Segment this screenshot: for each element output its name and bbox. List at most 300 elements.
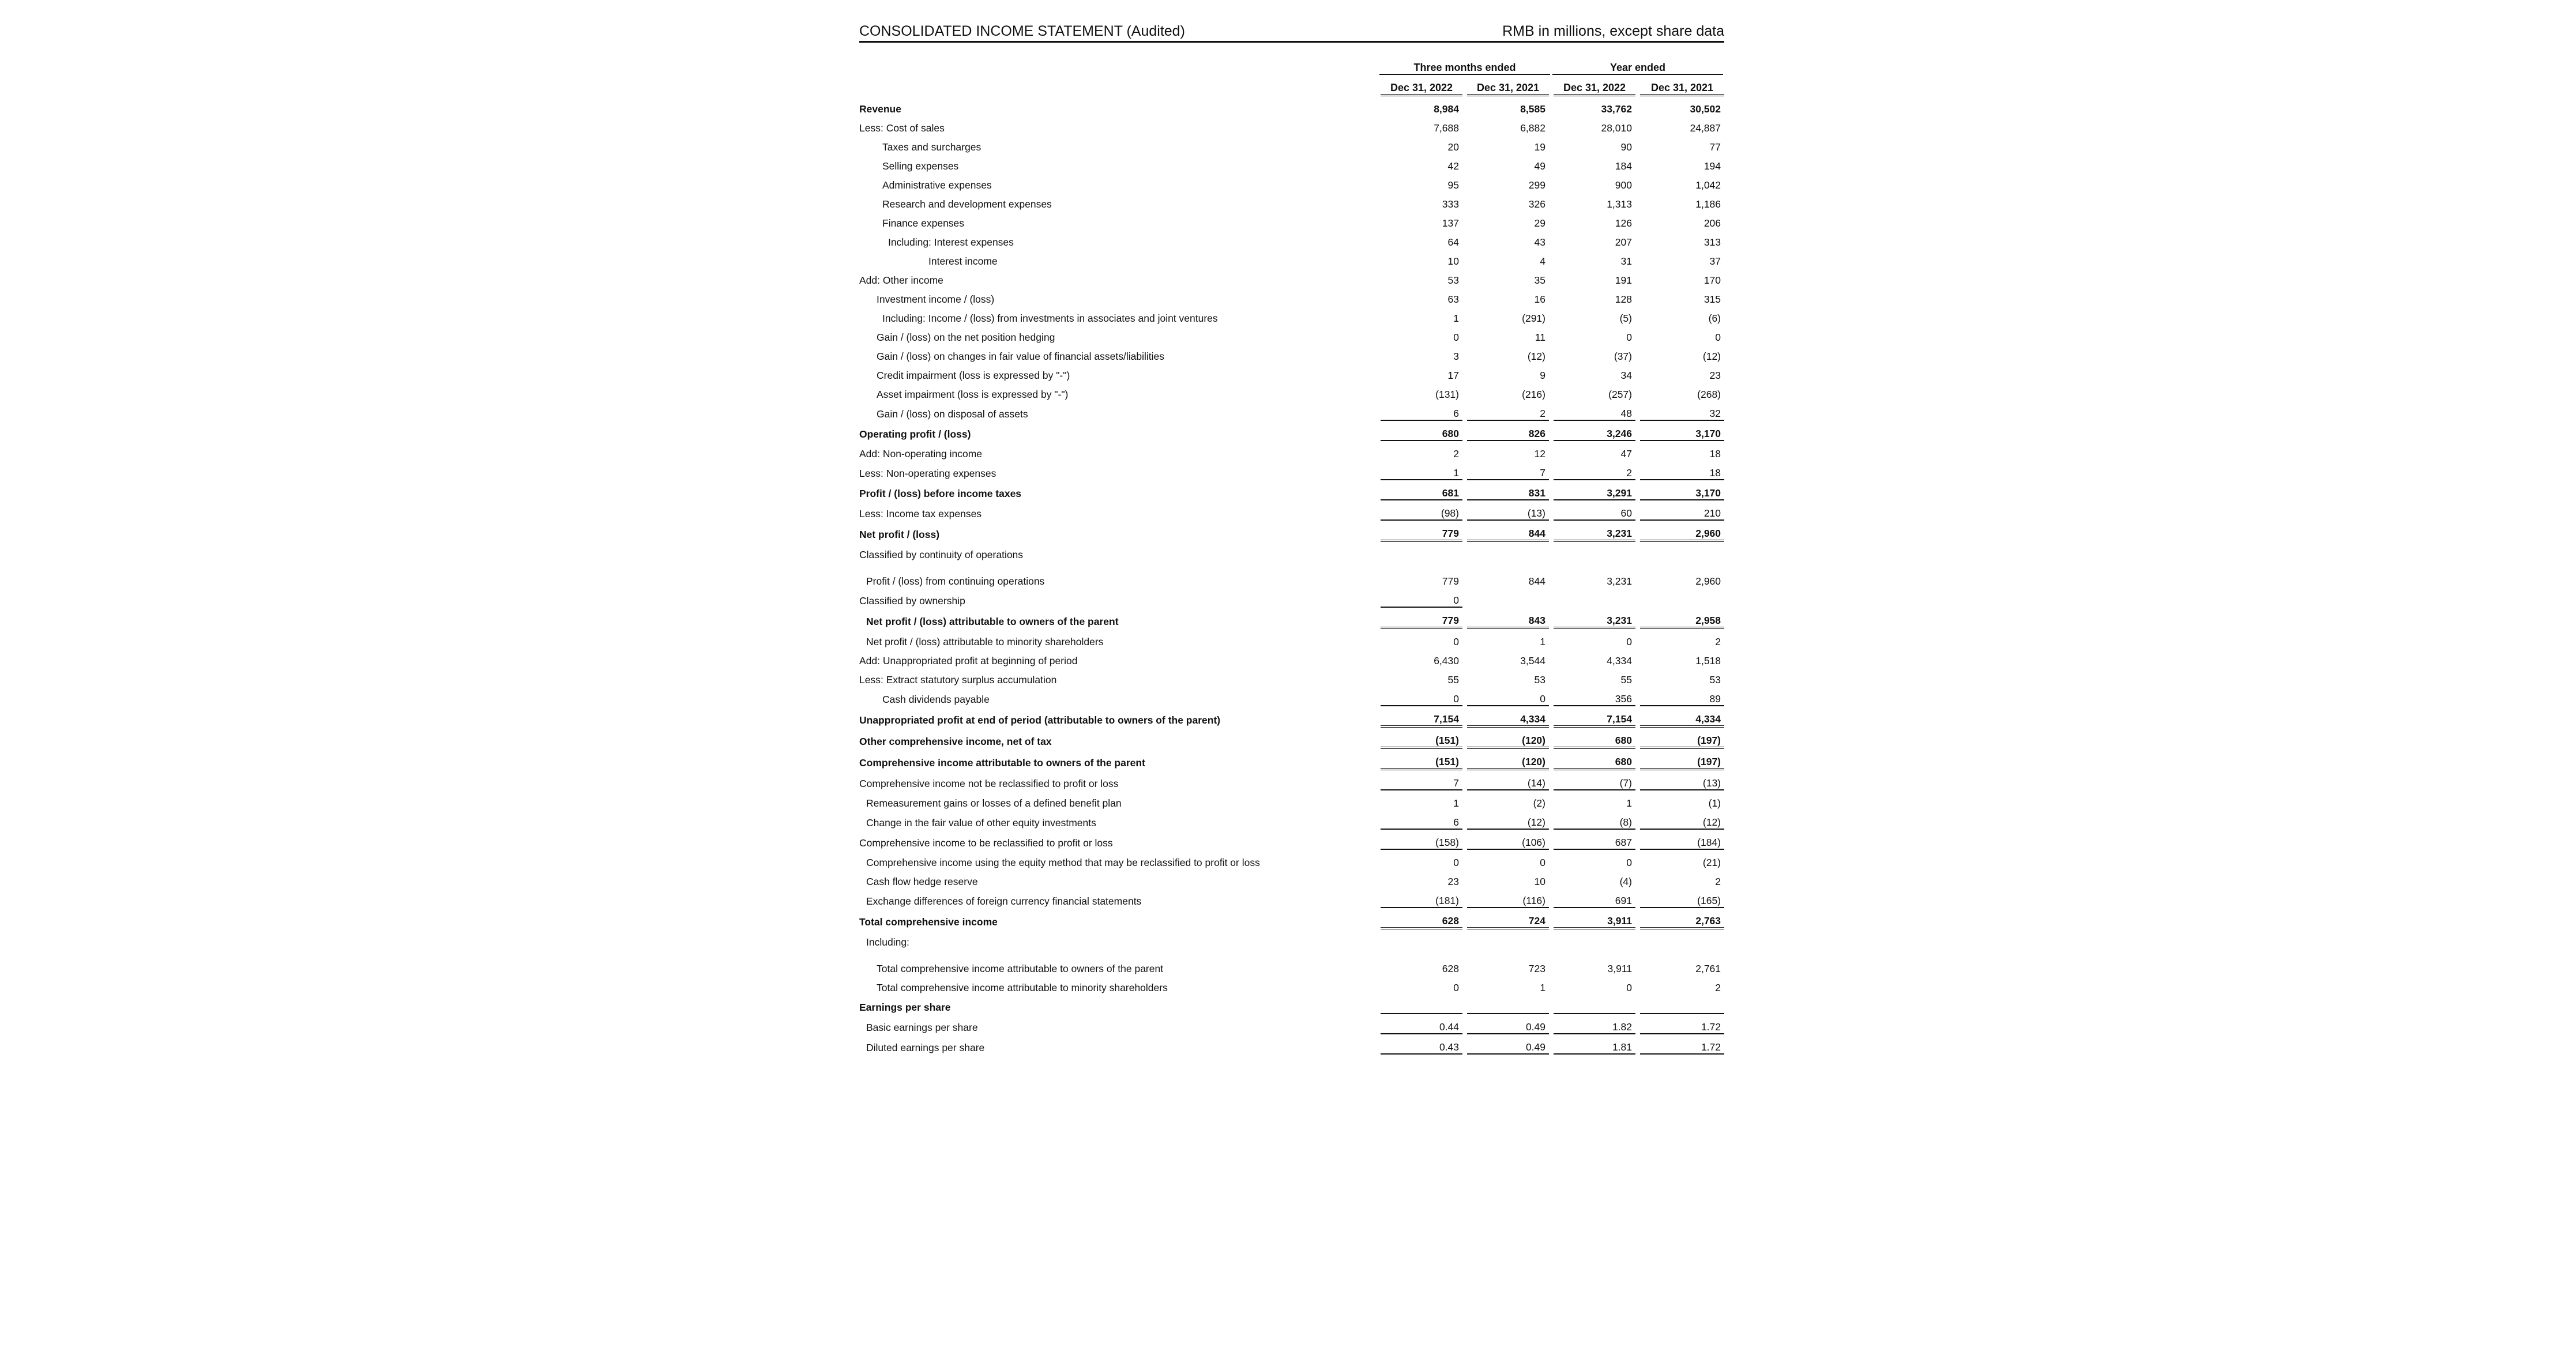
row-value: 2,960 <box>1638 520 1724 541</box>
row-value: 0 <box>1551 849 1638 869</box>
row-value: 779 <box>1378 607 1465 628</box>
row-label: Add: Unappropriated profit at beginning of period <box>859 655 1078 667</box>
row-label: Gain / (loss) on disposal of assets <box>877 408 1028 420</box>
row-label: Gain / (loss) on changes in fair value of financial assets/liabilities <box>877 351 1164 362</box>
column-group-row <box>859 60 1724 75</box>
row-value: 3,291 <box>1551 480 1638 500</box>
row-label: Comprehensive income to be reclassified to profit or loss <box>859 837 1113 849</box>
table-row <box>859 541 1724 561</box>
row-value: 64 <box>1378 229 1465 248</box>
row-label: Asset impairment (loss is expressed by "-") <box>877 389 1069 400</box>
row-value: 1 <box>1465 975 1551 994</box>
row-value: 687 <box>1551 829 1638 849</box>
table-row <box>859 268 1724 287</box>
row-value: 1.72 <box>1638 1014 1724 1034</box>
row-value: 7 <box>1378 769 1465 790</box>
row-value: 30,502 <box>1638 95 1724 115</box>
row-value: 12 <box>1465 440 1551 460</box>
row-value: 1 <box>1551 790 1638 809</box>
row-label: Add: Other income <box>859 274 943 286</box>
row-value: 4,334 <box>1638 706 1724 726</box>
table-row <box>859 520 1724 541</box>
table-row <box>859 344 1724 363</box>
row-value <box>1378 994 1465 1014</box>
table-row <box>859 382 1724 401</box>
row-value: 0 <box>1551 975 1638 994</box>
row-value: 6,430 <box>1378 648 1465 667</box>
row-value: 49 <box>1465 153 1551 172</box>
table-row <box>859 975 1724 994</box>
row-value: 0 <box>1378 588 1465 607</box>
row-value: (131) <box>1378 382 1465 401</box>
row-label: Operating profit / (loss) <box>859 428 971 440</box>
row-label: Comprehensive income using the equity method that may be reclassified to profit or loss <box>866 857 1260 868</box>
row-value: 680 <box>1551 726 1638 748</box>
table-row <box>859 588 1724 607</box>
row-value: (5) <box>1551 306 1638 325</box>
row-value: 29 <box>1465 210 1551 229</box>
row-value <box>1638 588 1724 607</box>
row-label: Classified by ownership <box>859 595 965 607</box>
table-row <box>859 607 1724 628</box>
row-value: 90 <box>1551 134 1638 153</box>
table-row <box>859 248 1724 268</box>
row-value: 3,911 <box>1551 948 1638 975</box>
row-value: 0 <box>1378 325 1465 344</box>
row-value: 7,688 <box>1378 115 1465 134</box>
table-row <box>859 500 1724 520</box>
row-value: 53 <box>1465 667 1551 686</box>
row-value: 77 <box>1638 134 1724 153</box>
row-value: 10 <box>1378 248 1465 268</box>
row-value: 0 <box>1638 325 1724 344</box>
row-value: (1) <box>1638 790 1724 809</box>
row-value: 8,585 <box>1465 95 1551 115</box>
row-value: 89 <box>1638 686 1724 706</box>
table-row <box>859 115 1724 134</box>
table-row <box>859 849 1724 869</box>
row-value: 0 <box>1378 975 1465 994</box>
row-value: 184 <box>1551 153 1638 172</box>
row-label: Less: Extract statutory surplus accumulation <box>859 674 1057 686</box>
units-note: RMB in millions, except share data <box>1502 23 1724 39</box>
blank-header-cell <box>859 75 1378 95</box>
row-value: 0.49 <box>1465 1014 1551 1034</box>
row-value: 724 <box>1465 908 1551 928</box>
row-value: 333 <box>1378 191 1465 210</box>
row-value <box>1551 994 1638 1014</box>
row-value: 1.81 <box>1551 1034 1638 1054</box>
table-row <box>859 172 1724 191</box>
row-value: 194 <box>1638 153 1724 172</box>
table-row <box>859 191 1724 210</box>
row-value: 170 <box>1638 268 1724 287</box>
table-row <box>859 229 1724 248</box>
column-header: Dec 31, 2022 <box>1378 75 1465 95</box>
table-row <box>859 790 1724 809</box>
row-value: 2 <box>1638 975 1724 994</box>
row-label: Administrative expenses <box>882 179 992 191</box>
row-label: Net profit / (loss) <box>859 529 940 540</box>
row-value: 299 <box>1465 172 1551 191</box>
row-value: 23 <box>1638 363 1724 382</box>
row-value: (12) <box>1465 344 1551 363</box>
table-row <box>859 809 1724 829</box>
row-value: (13) <box>1465 500 1551 520</box>
row-value: (12) <box>1638 344 1724 363</box>
row-value: 33,762 <box>1551 95 1638 115</box>
row-value: 3 <box>1378 344 1465 363</box>
column-header: Dec 31, 2021 <box>1465 75 1551 95</box>
row-label: Including: Income / (loss) from investments in associates and joint ventures <box>882 312 1218 324</box>
row-value: 4 <box>1465 248 1551 268</box>
table-row <box>859 928 1724 948</box>
row-value: 23 <box>1378 869 1465 888</box>
row-label: Research and development expenses <box>882 198 1052 210</box>
row-value: 7 <box>1465 460 1551 480</box>
row-value: (12) <box>1638 809 1724 829</box>
table-row <box>859 210 1724 229</box>
group-year-ended: Year ended <box>1551 60 1724 75</box>
row-label: Total comprehensive income attributable to owners of the parent <box>877 963 1164 974</box>
row-value: 0.49 <box>1465 1034 1551 1054</box>
row-value: 34 <box>1551 363 1638 382</box>
row-value: 42 <box>1378 153 1465 172</box>
row-label: Including: <box>866 936 909 948</box>
row-value: 628 <box>1378 908 1465 928</box>
row-label: Revenue <box>859 103 901 115</box>
row-value: 1 <box>1378 460 1465 480</box>
row-value: 6 <box>1378 401 1465 420</box>
row-value: 843 <box>1465 607 1551 628</box>
row-value: (37) <box>1551 344 1638 363</box>
row-value: (8) <box>1551 809 1638 829</box>
row-label: Gain / (loss) on the net position hedging <box>877 332 1055 343</box>
row-label: Change in the fair value of other equity investments <box>866 817 1096 829</box>
row-value: 681 <box>1378 480 1465 500</box>
row-value: 0 <box>1378 686 1465 706</box>
row-value: 3,170 <box>1638 420 1724 440</box>
row-label: Diluted earnings per share <box>866 1042 985 1053</box>
row-value: 900 <box>1551 172 1638 191</box>
income-statement <box>859 23 1724 1055</box>
income-table <box>859 60 1724 1055</box>
table-row <box>859 648 1724 667</box>
row-value: 2,960 <box>1638 561 1724 588</box>
row-value <box>1378 928 1465 948</box>
row-value: (12) <box>1465 809 1551 829</box>
row-value: 4,334 <box>1465 706 1551 726</box>
table-row <box>859 1034 1724 1054</box>
table-row <box>859 948 1724 975</box>
blank-header-cell <box>859 60 1378 75</box>
row-value: 3,231 <box>1551 520 1638 541</box>
row-value <box>1638 928 1724 948</box>
row-value: 10 <box>1465 869 1551 888</box>
table-row <box>859 440 1724 460</box>
table-row <box>859 667 1724 686</box>
row-value: 53 <box>1638 667 1724 686</box>
statement-header <box>859 23 1724 43</box>
table-row <box>859 401 1724 420</box>
row-label: Comprehensive income attributable to owners of the parent <box>859 757 1145 769</box>
row-value: 0 <box>1378 849 1465 869</box>
table-row <box>859 869 1724 888</box>
table-row <box>859 306 1724 325</box>
row-value: 1,186 <box>1638 191 1724 210</box>
row-value: 3,170 <box>1638 480 1724 500</box>
row-label: Classified by continuity of operations <box>859 549 1024 560</box>
column-header-row <box>859 75 1724 95</box>
row-label: Total comprehensive income <box>859 916 998 928</box>
row-value: 32 <box>1638 401 1724 420</box>
row-value: 35 <box>1465 268 1551 287</box>
row-value: 37 <box>1638 248 1724 268</box>
row-value: (181) <box>1378 888 1465 908</box>
table-row <box>859 628 1724 648</box>
row-value: 2 <box>1378 440 1465 460</box>
row-label: Basic earnings per share <box>866 1022 978 1033</box>
row-value: 6,882 <box>1465 115 1551 134</box>
table-row <box>859 1014 1724 1034</box>
row-value: 1.72 <box>1638 1034 1724 1054</box>
row-value: (197) <box>1638 748 1724 769</box>
row-label: Total comprehensive income attributable to minority shareholders <box>877 982 1168 993</box>
table-row <box>859 95 1724 115</box>
row-label: Comprehensive income not be reclassified to profit or loss <box>859 778 1119 789</box>
row-label: Profit / (loss) from continuing operations <box>866 575 1045 587</box>
row-value: 0 <box>1551 325 1638 344</box>
row-value: 191 <box>1551 268 1638 287</box>
row-value: (158) <box>1378 829 1465 849</box>
row-value: 3,231 <box>1551 607 1638 628</box>
row-value: 47 <box>1551 440 1638 460</box>
row-value: 6 <box>1378 809 1465 829</box>
row-label: Credit impairment (loss is expressed by "-") <box>877 370 1070 381</box>
row-value: 2,958 <box>1638 607 1724 628</box>
row-label: Earnings per share <box>859 1001 951 1013</box>
table-row <box>859 888 1724 908</box>
row-value: (120) <box>1465 726 1551 748</box>
row-value: 0 <box>1465 849 1551 869</box>
row-value: (216) <box>1465 382 1551 401</box>
row-value: 1 <box>1378 790 1465 809</box>
row-value: 8,984 <box>1378 95 1465 115</box>
row-value: 19 <box>1465 134 1551 153</box>
table-row <box>859 420 1724 440</box>
row-value: 95 <box>1378 172 1465 191</box>
row-value: 7,154 <box>1551 706 1638 726</box>
row-value: (2) <box>1465 790 1551 809</box>
row-value: 3,544 <box>1465 648 1551 667</box>
row-value: 315 <box>1638 287 1724 306</box>
row-value: 2 <box>1638 628 1724 648</box>
row-value <box>1551 928 1638 948</box>
row-value: 0 <box>1465 686 1551 706</box>
row-value: 2 <box>1551 460 1638 480</box>
table-row <box>859 325 1724 344</box>
row-value: 779 <box>1378 520 1465 541</box>
table-row <box>859 686 1724 706</box>
table-row <box>859 706 1724 726</box>
row-label: Cash flow hedge reserve <box>866 876 978 887</box>
row-value: 0.44 <box>1378 1014 1465 1034</box>
row-value: (165) <box>1638 888 1724 908</box>
row-value: (120) <box>1465 748 1551 769</box>
row-value: 43 <box>1465 229 1551 248</box>
row-value: 1 <box>1378 306 1465 325</box>
row-value: 3,246 <box>1551 420 1638 440</box>
row-value: 7,154 <box>1378 706 1465 726</box>
row-label: Less: Cost of sales <box>859 122 945 134</box>
row-value: 723 <box>1465 948 1551 975</box>
row-value: 18 <box>1638 440 1724 460</box>
row-value <box>1465 588 1551 607</box>
row-value: 11 <box>1465 325 1551 344</box>
row-label: Selling expenses <box>882 160 959 172</box>
row-value: (116) <box>1465 888 1551 908</box>
row-label: Interest income <box>928 255 998 267</box>
row-value: (13) <box>1638 769 1724 790</box>
row-label: Cash dividends payable <box>882 694 990 705</box>
row-value: (21) <box>1638 849 1724 869</box>
row-value: (151) <box>1378 748 1465 769</box>
row-value <box>1551 541 1638 561</box>
row-value: (7) <box>1551 769 1638 790</box>
table-row <box>859 460 1724 480</box>
row-value <box>1465 994 1551 1014</box>
table-row <box>859 748 1724 769</box>
row-value <box>1378 541 1465 561</box>
row-label: Profit / (loss) before income taxes <box>859 488 1022 499</box>
table-row <box>859 480 1724 500</box>
row-value: 210 <box>1638 500 1724 520</box>
row-value: 680 <box>1551 748 1638 769</box>
row-value: 1,042 <box>1638 172 1724 191</box>
row-value: 2 <box>1638 869 1724 888</box>
row-label: Net profit / (loss) attributable to owners of the parent <box>866 616 1119 627</box>
row-value: 2,761 <box>1638 948 1724 975</box>
row-value <box>1638 541 1724 561</box>
row-value: (184) <box>1638 829 1724 849</box>
row-value: 4,334 <box>1551 648 1638 667</box>
row-value: 1,518 <box>1638 648 1724 667</box>
row-value: 313 <box>1638 229 1724 248</box>
row-value: 16 <box>1465 287 1551 306</box>
row-value: 206 <box>1638 210 1724 229</box>
row-label: Exchange differences of foreign currency financial statements <box>866 895 1142 907</box>
row-value: (197) <box>1638 726 1724 748</box>
row-value <box>1638 994 1724 1014</box>
row-value: (98) <box>1378 500 1465 520</box>
column-header: Dec 31, 2022 <box>1551 75 1638 95</box>
row-value: (151) <box>1378 726 1465 748</box>
row-value: (291) <box>1465 306 1551 325</box>
row-value: 1.82 <box>1551 1014 1638 1034</box>
row-value: 2,763 <box>1638 908 1724 928</box>
row-value: (106) <box>1465 829 1551 849</box>
row-label: Less: Income tax expenses <box>859 508 982 519</box>
table-row <box>859 363 1724 382</box>
row-value: (257) <box>1551 382 1638 401</box>
table-row <box>859 134 1724 153</box>
row-value: 779 <box>1378 561 1465 588</box>
row-value: 24,887 <box>1638 115 1724 134</box>
row-value: 844 <box>1465 520 1551 541</box>
row-value: 18 <box>1638 460 1724 480</box>
table-row <box>859 769 1724 790</box>
row-value: 63 <box>1378 287 1465 306</box>
row-value: 691 <box>1551 888 1638 908</box>
row-value: 48 <box>1551 401 1638 420</box>
statement-title: CONSOLIDATED INCOME STATEMENT (Audited) <box>859 23 1185 39</box>
group-three-months: Three months ended <box>1378 60 1551 75</box>
row-value: 1,313 <box>1551 191 1638 210</box>
table-row <box>859 908 1724 928</box>
row-value <box>1465 541 1551 561</box>
table-row <box>859 726 1724 748</box>
row-value: 356 <box>1551 686 1638 706</box>
row-value: 55 <box>1378 667 1465 686</box>
row-label: Including: Interest expenses <box>888 236 1014 248</box>
table-row <box>859 287 1724 306</box>
row-value: 60 <box>1551 500 1638 520</box>
row-value: 137 <box>1378 210 1465 229</box>
row-label: Unappropriated profit at end of period (attributable to owners of the parent) <box>859 714 1221 726</box>
row-value: 31 <box>1551 248 1638 268</box>
row-value: (14) <box>1465 769 1551 790</box>
row-value: 826 <box>1465 420 1551 440</box>
row-value: (268) <box>1638 382 1724 401</box>
row-label: Other comprehensive income, net of tax <box>859 736 1052 747</box>
row-label: Less: Non-operating expenses <box>859 468 996 479</box>
row-value: 128 <box>1551 287 1638 306</box>
row-value: 28,010 <box>1551 115 1638 134</box>
row-value: 17 <box>1378 363 1465 382</box>
row-value: 831 <box>1465 480 1551 500</box>
row-value: 3,911 <box>1551 908 1638 928</box>
row-value: 680 <box>1378 420 1465 440</box>
row-value: 628 <box>1378 948 1465 975</box>
table-row <box>859 829 1724 849</box>
row-value: 126 <box>1551 210 1638 229</box>
row-label: Investment income / (loss) <box>877 293 995 305</box>
row-value: 3,231 <box>1551 561 1638 588</box>
row-value: 844 <box>1465 561 1551 588</box>
row-value: 20 <box>1378 134 1465 153</box>
row-label: Net profit / (loss) attributable to minority shareholders <box>866 636 1104 647</box>
row-value: 9 <box>1465 363 1551 382</box>
row-value: 1 <box>1465 628 1551 648</box>
row-value: 0 <box>1551 628 1638 648</box>
row-value <box>1551 588 1638 607</box>
row-value: 53 <box>1378 268 1465 287</box>
row-value: 207 <box>1551 229 1638 248</box>
row-label: Add: Non-operating income <box>859 448 983 460</box>
row-value: 0.43 <box>1378 1034 1465 1054</box>
table-row <box>859 153 1724 172</box>
table-row <box>859 994 1724 1014</box>
row-label: Finance expenses <box>882 217 965 229</box>
row-value: 326 <box>1465 191 1551 210</box>
row-value: (6) <box>1638 306 1724 325</box>
row-value: 55 <box>1551 667 1638 686</box>
row-label: Remeasurement gains or losses of a defined benefit plan <box>866 797 1122 809</box>
column-header: Dec 31, 2021 <box>1638 75 1724 95</box>
row-label: Taxes and surcharges <box>882 141 981 153</box>
row-value: (4) <box>1551 869 1638 888</box>
table-row <box>859 561 1724 588</box>
